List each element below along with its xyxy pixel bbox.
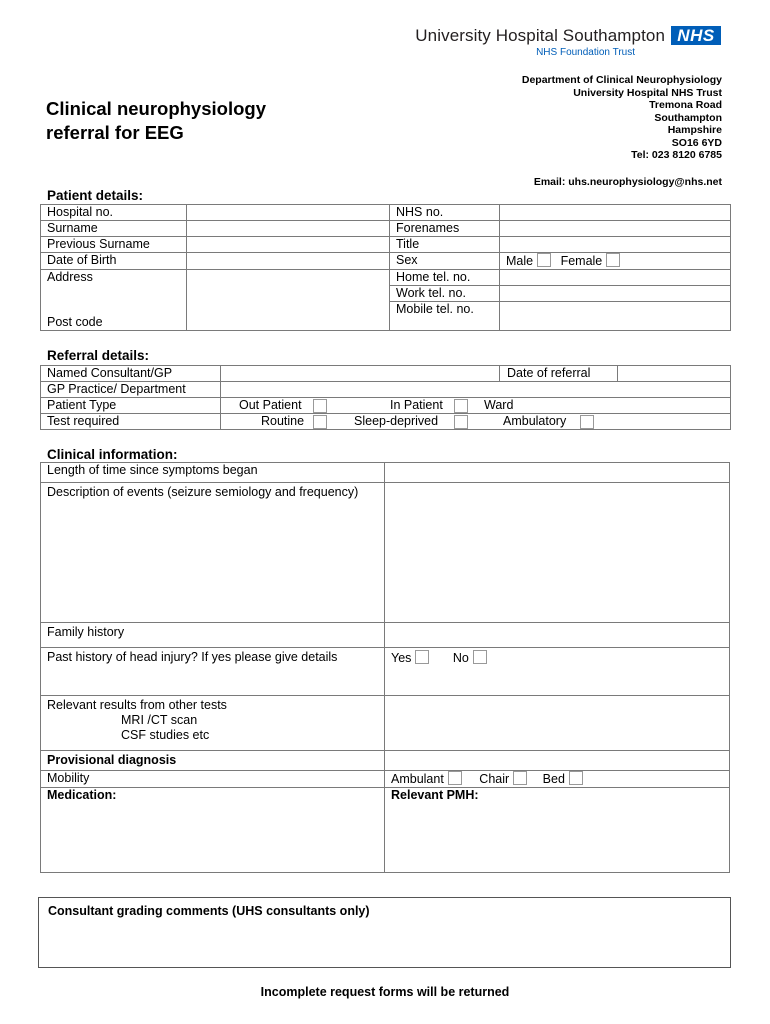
patient-details-heading: Patient details: bbox=[47, 188, 144, 203]
date-of-referral-field[interactable] bbox=[618, 366, 730, 381]
forenames-field[interactable] bbox=[500, 221, 731, 237]
footer-note: Incomplete request forms will be returned bbox=[260, 985, 510, 999]
gp-practice-field[interactable] bbox=[221, 382, 731, 398]
medication-cell[interactable] bbox=[41, 788, 385, 873]
title-line-2: referral for EEG bbox=[46, 122, 184, 143]
nhs-no-label: NHS no. bbox=[390, 205, 500, 221]
relevant-results-label: Relevant results from other tests bbox=[47, 698, 227, 712]
named-consultant-label: Named Consultant/GP bbox=[41, 366, 221, 382]
ambulant-label: Ambulant bbox=[391, 772, 444, 786]
clinical-info-heading: Clinical information: bbox=[47, 447, 178, 462]
nhs-no-field[interactable] bbox=[500, 205, 731, 221]
relevant-pmh-label: Relevant PMH: bbox=[391, 788, 479, 802]
description-label: Description of events (seizure semiology and frequency) bbox=[41, 483, 385, 623]
consultant-grading-label: Consultant grading comments (UHS consultants only) bbox=[48, 904, 370, 918]
in-patient-checkbox[interactable] bbox=[454, 399, 468, 413]
named-consultant-row bbox=[221, 366, 731, 382]
home-tel-label: Home tel. no. bbox=[390, 270, 500, 286]
female-checkbox[interactable] bbox=[606, 253, 620, 267]
department-address bbox=[522, 74, 722, 162]
ambulatory-label: Ambulatory bbox=[503, 414, 567, 428]
nhs-logo: NHS bbox=[671, 26, 721, 45]
relevant-results-label-cell bbox=[41, 696, 385, 751]
provisional-diagnosis-label: Provisional diagnosis bbox=[41, 751, 385, 771]
home-tel-field[interactable] bbox=[500, 270, 731, 286]
chair-checkbox[interactable] bbox=[513, 771, 527, 785]
male-label: Male bbox=[506, 254, 534, 268]
address-line: SO16 6YD bbox=[671, 136, 722, 149]
title-field[interactable] bbox=[500, 237, 731, 253]
mobile-tel-label: Mobile tel. no. bbox=[390, 302, 500, 331]
test-required-label: Test required bbox=[41, 414, 221, 430]
address-line: Department of Clinical Neurophysiology bbox=[521, 74, 722, 86]
yes-checkbox[interactable] bbox=[415, 650, 429, 664]
address-field[interactable] bbox=[187, 270, 390, 331]
date-of-referral-label: Date of referral bbox=[507, 366, 591, 380]
mobility-label: Mobility bbox=[41, 771, 385, 788]
chair-label: Chair bbox=[479, 772, 510, 786]
length-of-time-label: Length of time since symptoms began bbox=[41, 463, 385, 483]
no-checkbox[interactable] bbox=[473, 650, 487, 664]
hospital-no-field[interactable] bbox=[187, 205, 390, 221]
hospital-no-label: Hospital no. bbox=[41, 205, 187, 221]
sex-label: Sex bbox=[390, 253, 500, 270]
consultant-grading-box[interactable] bbox=[38, 897, 731, 968]
surname-label: Surname bbox=[41, 221, 187, 237]
patient-details-table bbox=[40, 204, 731, 331]
title-line-1: Clinical neurophysiology bbox=[46, 98, 266, 119]
ambulant-checkbox[interactable] bbox=[448, 771, 462, 785]
dob-label: Date of Birth bbox=[41, 253, 187, 270]
previous-surname-field[interactable] bbox=[187, 237, 390, 253]
csf-label: CSF studies etc bbox=[121, 728, 210, 742]
address-line: Hampshire bbox=[667, 124, 722, 136]
in-patient-label: In Patient bbox=[390, 398, 443, 412]
ambulatory-checkbox[interactable] bbox=[580, 415, 594, 429]
routine-label: Routine bbox=[261, 414, 305, 428]
referral-details-table bbox=[40, 365, 731, 430]
department-email: Email: uhs.neurophysiology@nhs.net bbox=[533, 176, 722, 188]
sleep-deprived-checkbox[interactable] bbox=[454, 415, 468, 429]
address-line: University Hospital NHS Trust bbox=[573, 86, 722, 99]
out-patient-label: Out Patient bbox=[239, 398, 302, 412]
family-history-field[interactable] bbox=[385, 623, 730, 648]
org-name: University Hospital Southampton bbox=[415, 26, 665, 45]
referral-details-heading: Referral details: bbox=[47, 348, 150, 363]
sex-options bbox=[500, 253, 731, 270]
gp-practice-label: GP Practice/ Department bbox=[41, 382, 221, 398]
sleep-deprived-label: Sleep-deprived bbox=[354, 414, 439, 428]
forenames-label: Forenames bbox=[390, 221, 500, 237]
patient-type-label: Patient Type bbox=[41, 398, 221, 414]
page-title bbox=[46, 97, 266, 145]
relevant-pmh-cell[interactable] bbox=[385, 788, 730, 873]
head-injury-options bbox=[385, 648, 730, 696]
address-line: Tel: 023 8120 6785 bbox=[631, 149, 722, 161]
address-label: Address bbox=[47, 270, 93, 284]
test-required-options bbox=[221, 414, 731, 430]
work-tel-label: Work tel. no. bbox=[390, 286, 500, 302]
length-of-time-field[interactable] bbox=[385, 463, 730, 483]
surname-field[interactable] bbox=[187, 221, 390, 237]
dob-field[interactable] bbox=[187, 253, 390, 270]
relevant-results-field[interactable] bbox=[385, 696, 730, 751]
org-subtitle: NHS Foundation Trust bbox=[536, 47, 635, 58]
mobility-options bbox=[385, 771, 730, 788]
mri-ct-label: MRI /CT scan bbox=[121, 713, 198, 727]
post-code-label: Post code bbox=[47, 315, 103, 329]
address-line: Tremona Road bbox=[649, 99, 722, 111]
medication-label: Medication: bbox=[47, 788, 117, 802]
title-label: Title bbox=[390, 237, 500, 253]
bed-label: Bed bbox=[542, 772, 565, 786]
out-patient-checkbox[interactable] bbox=[313, 399, 327, 413]
clinical-info-table bbox=[40, 462, 730, 873]
previous-surname-label: Previous Surname bbox=[41, 237, 187, 253]
family-history-label: Family history bbox=[41, 623, 385, 648]
provisional-diagnosis-field[interactable] bbox=[385, 751, 730, 771]
routine-checkbox[interactable] bbox=[313, 415, 327, 429]
head-injury-label: Past history of head injury? If yes please give details bbox=[41, 648, 385, 696]
work-tel-field[interactable] bbox=[500, 286, 731, 302]
yes-label: Yes bbox=[391, 651, 412, 665]
ward-label: Ward bbox=[484, 398, 514, 412]
mobile-tel-field[interactable] bbox=[500, 302, 731, 331]
male-checkbox[interactable] bbox=[537, 253, 551, 267]
female-label: Female bbox=[560, 254, 603, 268]
address-line: Southampton bbox=[654, 111, 722, 124]
bed-checkbox[interactable] bbox=[569, 771, 583, 785]
description-field[interactable] bbox=[385, 483, 730, 623]
patient-type-options bbox=[221, 398, 731, 414]
no-label: No bbox=[452, 651, 469, 665]
named-consultant-field[interactable] bbox=[221, 366, 499, 381]
address-label-cell bbox=[41, 270, 187, 331]
